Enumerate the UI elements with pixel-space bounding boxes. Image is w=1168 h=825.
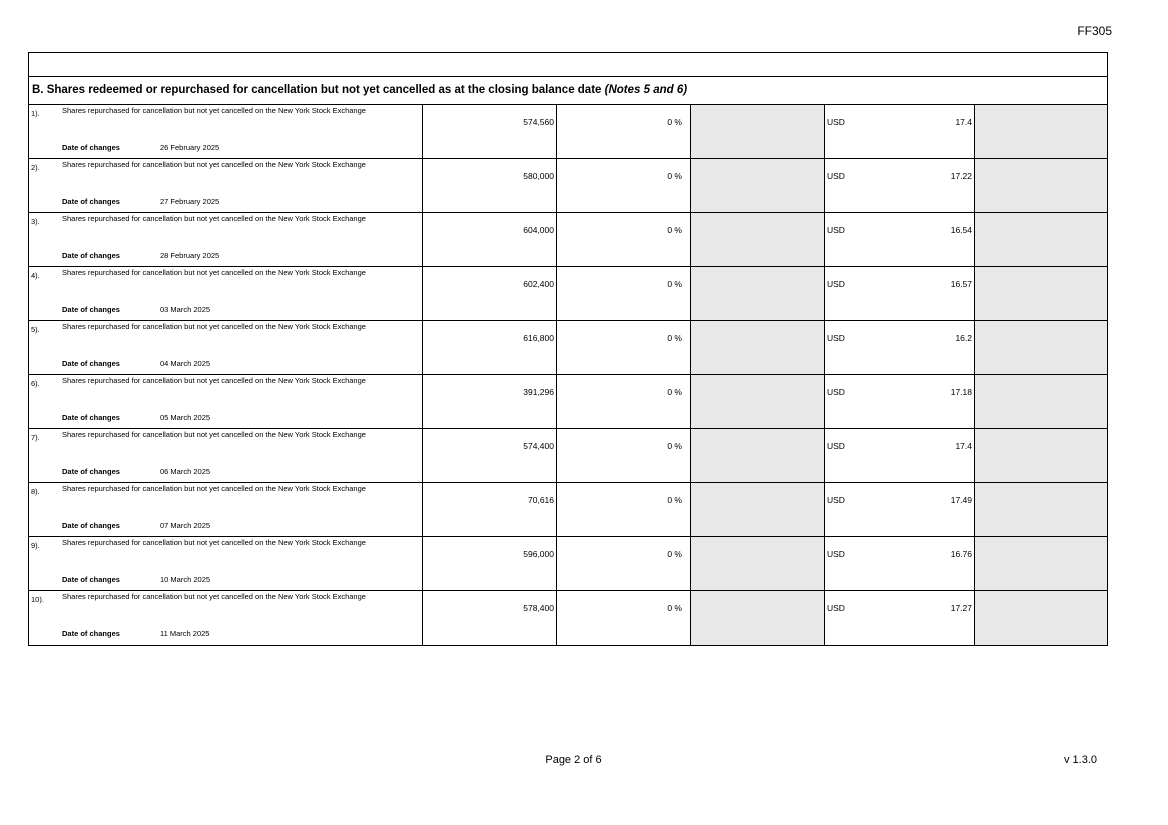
description-cell (29, 213, 423, 266)
price-cell (825, 321, 975, 374)
date-of-changes-label: Date of changes (62, 413, 120, 422)
price-value: 17.27 (950, 603, 972, 613)
shaded-tail-cell (975, 429, 1107, 482)
currency-label: USD (827, 225, 845, 235)
row-description: Shares repurchased for cancellation but not yet cancelled on the New York Stock Exchange (62, 268, 366, 277)
description-cell (29, 483, 423, 536)
row-description: Shares repurchased for cancellation but not yet cancelled on the New York Stock Exchange (62, 322, 366, 331)
shaded-cell (691, 429, 825, 482)
date-of-changes-value: 26 February 2025 (160, 143, 220, 152)
row-index: 8). (31, 487, 40, 496)
currency-label: USD (827, 495, 845, 505)
percent-cell: 0 % (557, 537, 691, 590)
shares-count-cell: 580,000 (423, 159, 557, 212)
section-notes: (Notes 5 and 6) (604, 84, 688, 96)
shares-count-cell: 70,616 (423, 483, 557, 536)
percent-cell: 0 % (557, 213, 691, 266)
date-of-changes-label: Date of changes (62, 197, 120, 206)
page-number: Page 2 of 6 (545, 754, 602, 766)
price-cell (825, 591, 975, 645)
description-cell (29, 375, 423, 428)
section-title-text: B. Shares redeemed or repurchased for cancellation but not yet cancelled as at the closing balance date (32, 84, 602, 96)
row-index: 3). (31, 217, 40, 226)
date-of-changes-value: 03 March 2025 (160, 305, 211, 314)
row-index: 1). (31, 109, 40, 118)
price-value: 16.54 (950, 225, 972, 235)
price-value: 17.4 (955, 441, 972, 451)
currency-label: USD (827, 549, 845, 559)
version-label: v 1.3.0 (1063, 754, 1097, 766)
row-description: Shares repurchased for cancellation but not yet cancelled on the New York Stock Exchange (62, 214, 366, 223)
date-of-changes-label: Date of changes (62, 629, 120, 638)
price-value: 17.49 (950, 495, 972, 505)
price-value: 16.57 (950, 279, 972, 289)
date-of-changes-label: Date of changes (62, 305, 120, 314)
currency-label: USD (827, 333, 845, 343)
section-b-table (28, 76, 1108, 646)
currency-label: USD (827, 171, 845, 181)
description-cell (29, 537, 423, 590)
percent-cell: 0 % (557, 591, 691, 645)
shaded-cell (691, 105, 825, 158)
shaded-cell (691, 591, 825, 645)
shares-count-cell: 596,000 (423, 537, 557, 590)
description-cell (29, 159, 423, 212)
shaded-cell (691, 483, 825, 536)
table-row (29, 321, 1107, 375)
percent-cell: 0 % (557, 375, 691, 428)
row-description: Shares repurchased for cancellation but not yet cancelled on the New York Stock Exchange (62, 592, 366, 601)
price-value: 17.4 (955, 117, 972, 127)
date-of-changes-value: 05 March 2025 (160, 413, 211, 422)
percent-cell: 0 % (557, 321, 691, 374)
table-row (29, 105, 1107, 159)
shaded-tail-cell (975, 267, 1107, 320)
row-index: 6). (31, 379, 40, 388)
date-of-changes-value: 04 March 2025 (160, 359, 211, 368)
shares-count-cell: 604,000 (423, 213, 557, 266)
shaded-tail-cell (975, 591, 1107, 645)
shaded-cell (691, 267, 825, 320)
table-row (29, 375, 1107, 429)
shaded-tail-cell (975, 105, 1107, 158)
shares-count-cell: 616,800 (423, 321, 557, 374)
percent-cell: 0 % (557, 483, 691, 536)
date-of-changes-label: Date of changes (62, 521, 120, 530)
table-row (29, 159, 1107, 213)
description-cell (29, 105, 423, 158)
date-of-changes-label: Date of changes (62, 359, 120, 368)
shares-count-cell: 574,560 (423, 105, 557, 158)
date-of-changes-value: 11 March 2025 (160, 629, 210, 638)
row-index: 2). (31, 163, 40, 172)
row-description: Shares repurchased for cancellation but not yet cancelled on the New York Stock Exchange (62, 430, 366, 439)
percent-cell: 0 % (557, 105, 691, 158)
price-value: 17.18 (950, 387, 972, 397)
shaded-cell (691, 321, 825, 374)
shares-count-cell: 391,296 (423, 375, 557, 428)
table-row (29, 483, 1107, 537)
price-cell (825, 213, 975, 266)
date-of-changes-label: Date of changes (62, 143, 120, 152)
shaded-tail-cell (975, 321, 1107, 374)
date-of-changes-value: 07 March 2025 (160, 521, 211, 530)
shaded-cell (691, 159, 825, 212)
date-of-changes-label: Date of changes (62, 467, 120, 476)
price-cell (825, 483, 975, 536)
shaded-tail-cell (975, 375, 1107, 428)
section-title (29, 77, 1107, 105)
currency-label: USD (827, 117, 845, 127)
shaded-cell (691, 375, 825, 428)
shares-count-cell: 578,400 (423, 591, 557, 645)
form-code: FF305 (1077, 24, 1112, 38)
row-description: Shares repurchased for cancellation but not yet cancelled on the New York Stock Exchange (62, 538, 366, 547)
price-cell (825, 537, 975, 590)
percent-cell: 0 % (557, 267, 691, 320)
price-value: 17.22 (950, 171, 972, 181)
row-description: Shares repurchased for cancellation but not yet cancelled on the New York Stock Exchange (62, 376, 366, 385)
price-value: 16.2 (955, 333, 972, 343)
shaded-tail-cell (975, 483, 1107, 536)
date-of-changes-label: Date of changes (62, 575, 120, 584)
date-of-changes-value: 10 March 2025 (160, 575, 211, 584)
shaded-tail-cell (975, 213, 1107, 266)
shaded-cell (691, 213, 825, 266)
description-cell (29, 321, 423, 374)
currency-label: USD (827, 387, 845, 397)
row-index: 10). (31, 595, 44, 604)
price-cell (825, 429, 975, 482)
shares-count-cell: 574,400 (423, 429, 557, 482)
empty-header-row (28, 52, 1108, 76)
row-index: 5). (31, 325, 40, 334)
currency-label: USD (827, 279, 845, 289)
currency-label: USD (827, 603, 845, 613)
shares-count-cell: 602,400 (423, 267, 557, 320)
price-value: 16.76 (950, 549, 972, 559)
table-body (29, 105, 1107, 645)
table-row (29, 267, 1107, 321)
row-description: Shares repurchased for cancellation but not yet cancelled on the New York Stock Exchange (62, 484, 366, 493)
shaded-tail-cell (975, 537, 1107, 590)
price-cell (825, 375, 975, 428)
date-of-changes-value: 06 March 2025 (160, 467, 211, 476)
row-description: Shares repurchased for cancellation but not yet cancelled on the New York Stock Exchange (62, 106, 366, 115)
description-cell (29, 429, 423, 482)
price-cell (825, 105, 975, 158)
percent-cell: 0 % (557, 159, 691, 212)
price-cell (825, 159, 975, 212)
table-row (29, 213, 1107, 267)
description-cell (29, 591, 423, 645)
percent-cell: 0 % (557, 429, 691, 482)
table-row (29, 591, 1107, 645)
row-index: 4). (31, 271, 40, 280)
table-row (29, 429, 1107, 483)
row-index: 9). (31, 541, 40, 550)
price-cell (825, 267, 975, 320)
date-of-changes-value: 27 February 2025 (160, 197, 220, 206)
date-of-changes-label: Date of changes (62, 251, 120, 260)
row-description: Shares repurchased for cancellation but not yet cancelled on the New York Stock Exchange (62, 160, 366, 169)
description-cell (29, 267, 423, 320)
shaded-cell (691, 537, 825, 590)
currency-label: USD (827, 441, 845, 451)
row-index: 7). (31, 433, 40, 442)
table-row (29, 537, 1107, 591)
shaded-tail-cell (975, 159, 1107, 212)
date-of-changes-value: 28 February 2025 (160, 251, 220, 260)
